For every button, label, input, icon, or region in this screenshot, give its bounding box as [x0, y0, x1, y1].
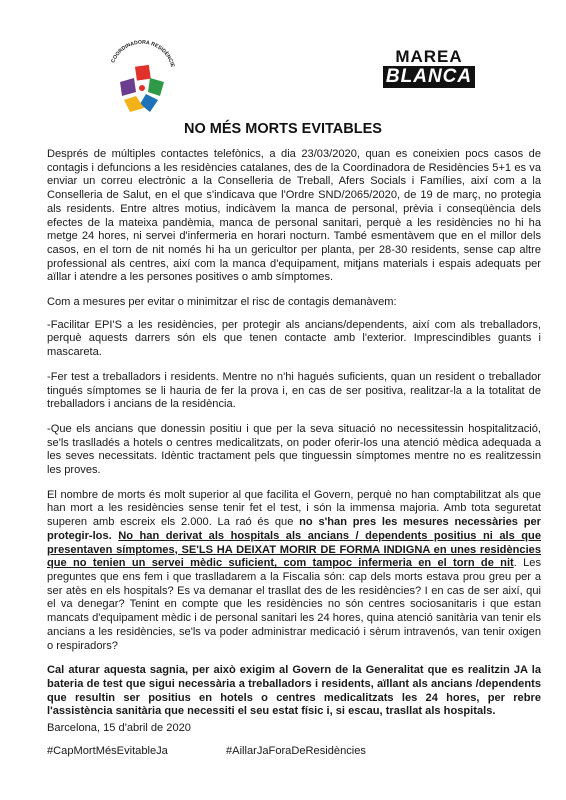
- paragraph-deaths-questions: . Les preguntes que ens fem i que traslladarem a la Fiscalia són: cap dels morts estava prou greu per a ser atès en els hospitals? Es va demanar el trasllat des de les residències? I en cas de ser així, qui el va denegar? Tenint en compte que les residències no són centres sociosanitaris i que estan mancats d'equipament mèdic i de personal sanitari les 24 hores, quina atenció sanitària van tenir els ancians a les residències, se'ls va poder administrar medicació i sèrum intravenós, van tenir oxigen o respiradors?: [47, 557, 541, 652]
- paragraph-deaths-bold: no s'han pres les mesures necessàries per protegir-los.: [47, 516, 541, 542]
- coordinadora-logo-text: COORDINADORA RESIDÈNCIE: [110, 39, 176, 68]
- document-title: NO MÉS MORTS EVITABLES: [184, 121, 382, 137]
- paragraph-measure-tests: -Fer test a treballadors i residents. Mentre no n'hi hagués suficients, quan un resident o treballador tingués símptomes se li hauria de fer la prova i, en cas de ser positiva, realitzar-la a la totalitat de treballadors i ancians de la residència.: [47, 370, 541, 411]
- paragraph-deaths: [47, 489, 541, 653]
- svg-text:COORDINADORA RESIDÈNCIES 5+1: [105, 36, 175, 68]
- paragraph-measure-epis: -Facilitar EPI'S a les residències, per protegir als ancians/dependents, així com als treballadors, perquè aquests darrers són els que tenen contacte amb l'exterior. Imprescindibles guants i mascareta.: [47, 318, 541, 359]
- hashtag-cap-mort: #CapMortMésEvitableJa: [47, 745, 168, 757]
- document-body: [47, 148, 541, 730]
- date-place: Barcelona, 15 d'abril de 2020: [47, 722, 191, 734]
- paragraph-deaths-text: El nombre de morts és molt superior al que facilita el Govern, perquè no han comptabilitzat als que han mort a les residències sense tenir fet el test, i són la immensa majoria. Amb tota seguretat superen amb escreix els 2.000. La raó és que: [47, 488, 541, 529]
- coordinadora-logo: [105, 36, 179, 116]
- paragraph-demand: Cal aturar aquesta sagnia, per això exigim al Govern de la Generalitat que es realitzin JA la bateria de test que sigui necessària a treballadors i residents, aïllant als ancians /dependents que resultin ser positius en hotels o centres medicalitzats les 24 hores, per rebre l'assistència sanitària que necessiti el seu estat físic i, si escau, trasllat als hospitals.: [47, 664, 541, 718]
- marea-blanca-logo: [383, 48, 475, 90]
- paragraph-measures-intro: Com a mesures per evitar o minimitzar el risc de contagis demanàvem:: [47, 296, 397, 309]
- paragraph-context: Després de múltiples contactes telefònics, a dia 23/03/2020, quan es coneixien pocs casos de contagis i defuncions a les residències catalanes, des de la Coordinadora de Residències 5+1 es va enviar un correu electrònic a la Conselleria de Treball, Afers Socials i Famílies, així com a la Conselleria de Salut, en el que s'indicava que l'Ordre SND/2065/2020, de 19 de març, no protegia als residents. Entre altres motius, indicàvem la manca de personal, prèvia i conseqüència dels efectes de la mateixa pandèmia, manca de personal sanitari, perquè a les residències no hi ha metge 24 hores, ni servei d'infermeria en horari nocturn. També esmentàvem que en el millor dels casos, en el torn de nit només hi ha un gericultor per planta, per 28-30 residents, sense cap altre professional als centres, així com la manca d'equipament, mitjans materials i espais adequats per aïllar i atendre a les persones positives o amb símptomes.: [47, 148, 541, 284]
- marea-blanca-logo-line1: MAREA: [395, 47, 463, 66]
- marea-blanca-logo-line2: BLANCA: [383, 66, 475, 88]
- paragraph-deaths-underlined: No han derivat als hospitals als ancians / dependents positius ni als que presentaven símptomes, SE'LS HA DEIXAT MORIR DE FORMA INDIGNA en unes residències que no tenien un servei mèdic suficient, com tampoc infermeria en el torn de nit: [47, 529, 541, 570]
- hashtag-aillar: #AillarJaForaDeResidències: [226, 745, 366, 757]
- paragraph-measure-hotels: -Que els ancians que donessin positiu i que per la seva situació no necessitessin hospitalització, se'ls traslladés a hotels o centres medicalitzats, on poder oferir-los una atenció mèdica adequada a les seves necessitats. Idèntic tractament pels que tinguessin símptomes mentre no es realitzessin les proves.: [47, 422, 541, 477]
